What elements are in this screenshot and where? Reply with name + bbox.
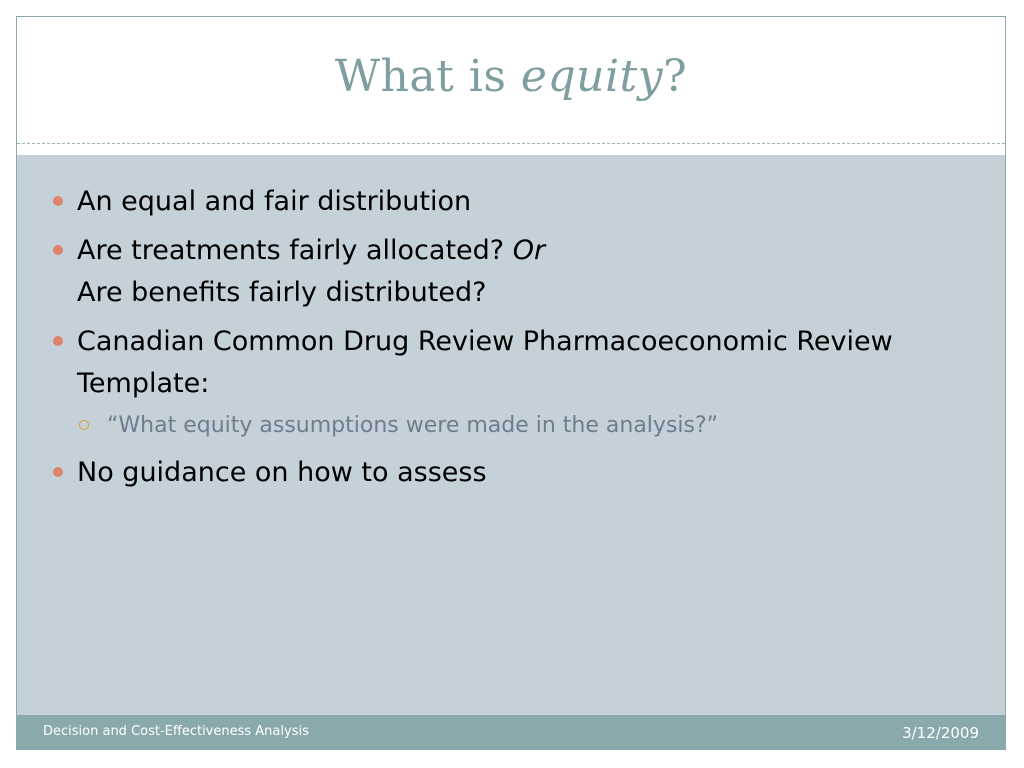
bullet-item (53, 181, 953, 223)
bullet-item (53, 321, 953, 445)
bullet-text: No guidance on how to assess (77, 457, 487, 488)
title-prefix: What is (334, 51, 521, 102)
slide-frame (16, 16, 1006, 750)
slide-title (17, 51, 1005, 102)
footer-date: 3/12/2009 (902, 724, 979, 742)
bullet-text-or: Or (512, 235, 546, 266)
title-divider (17, 143, 1005, 144)
bullet-text: An equal and fair distribution (77, 186, 472, 217)
title-emphasis: equity (520, 51, 664, 102)
bullet-list (53, 181, 953, 501)
content-area (17, 155, 1005, 715)
bullet-dot-icon (53, 467, 63, 477)
footer-bar (17, 715, 1005, 749)
bullet-dot-icon (53, 245, 63, 255)
sub-bullet-ring-icon (79, 420, 89, 430)
bullet-dot-icon (53, 196, 63, 206)
sub-bullet-text: “What equity assumptions were made in the analysis?” (107, 413, 719, 438)
bullet-text: Canadian Common Drug Review Pharmacoeconomic Review Template: (77, 326, 893, 399)
bullet-item (53, 452, 953, 494)
bullet-text-line2: Are benefits fairly distributed? (77, 277, 487, 308)
title-area (17, 17, 1005, 143)
bullet-item (53, 230, 953, 314)
title-suffix: ? (663, 51, 688, 102)
bullet-dot-icon (53, 336, 63, 346)
sub-bullet-item (77, 407, 953, 445)
bullet-text-line1: Are treatments fairly allocated? (77, 235, 513, 266)
footer-course-title: Decision and Cost-Effectiveness Analysis (43, 724, 309, 739)
